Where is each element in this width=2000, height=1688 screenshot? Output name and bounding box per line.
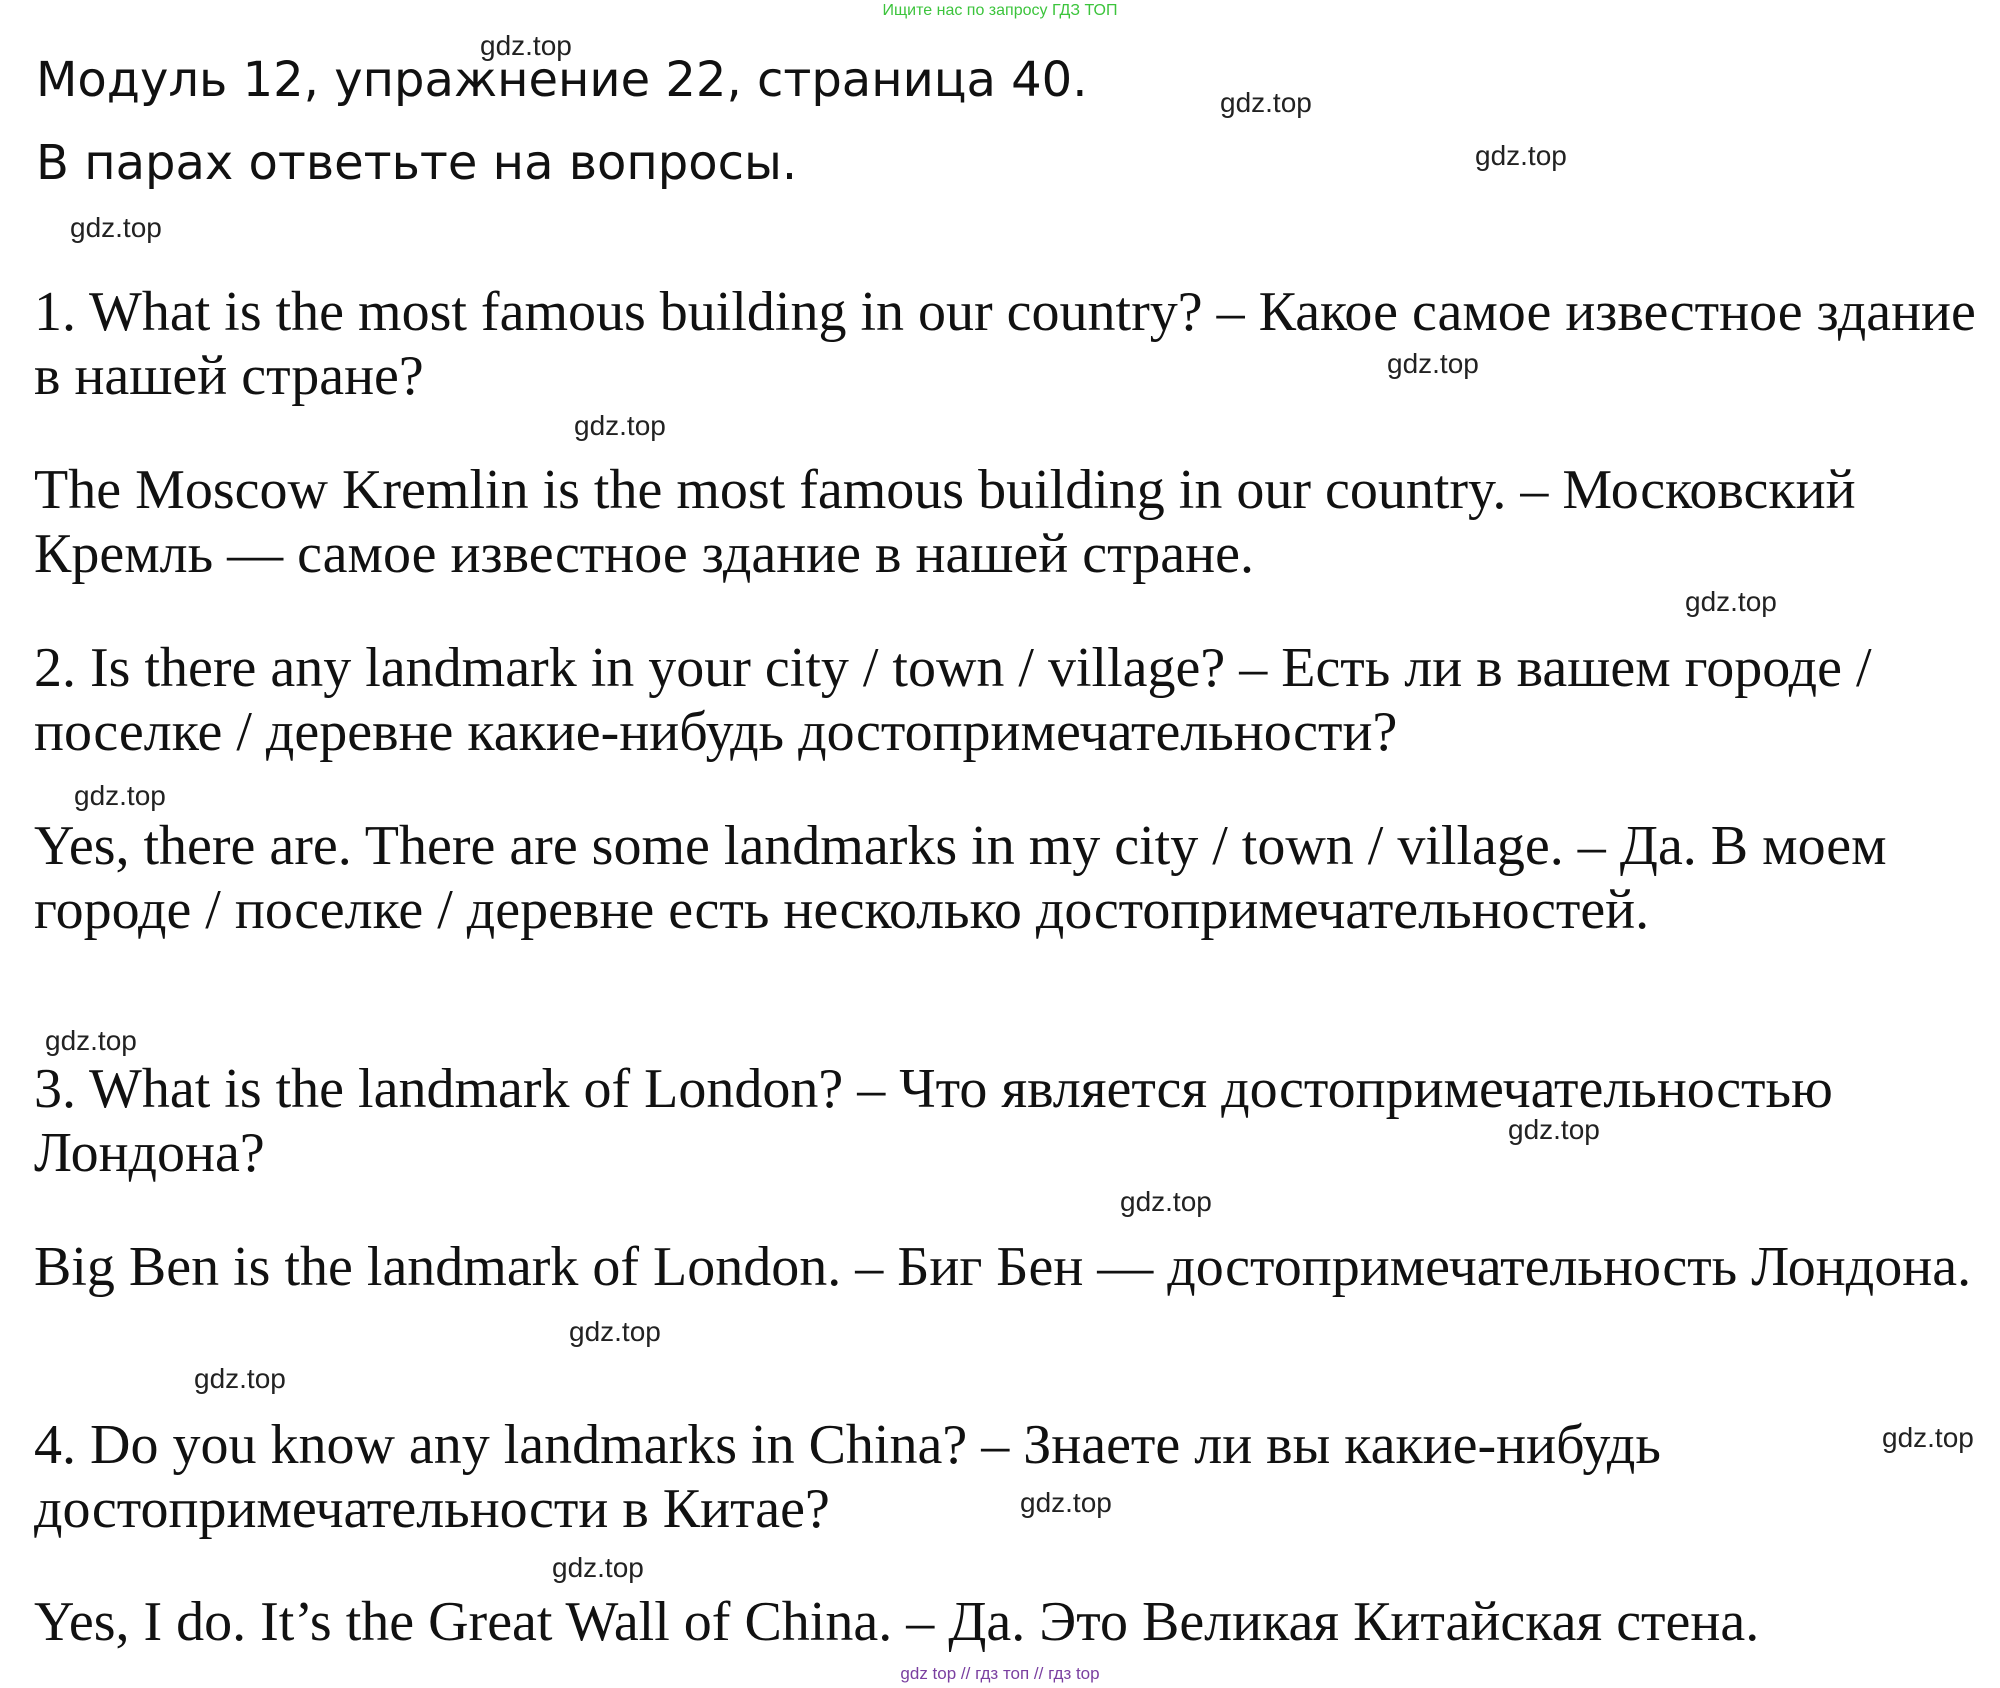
watermark: gdz.top xyxy=(1020,1487,1112,1518)
watermark: gdz.top xyxy=(569,1316,661,1347)
watermark: gdz.top xyxy=(1120,1186,1212,1217)
watermark: gdz.top xyxy=(1475,140,1567,171)
watermark: gdz.top xyxy=(552,1552,644,1583)
instruction-text: В парах ответьте на вопросы. xyxy=(36,135,798,191)
answer-1: The Moscow Kremlin is the most famous building in our country. – Московский Кремль — самое известное здание в нашей стране. xyxy=(34,459,1856,585)
watermark: gdz.top xyxy=(1882,1422,1974,1453)
bottom-banner: gdz top // гдз топ // гдз top xyxy=(900,1664,1100,1683)
watermark: gdz.top xyxy=(194,1363,286,1394)
watermark: gdz.top xyxy=(1220,87,1312,118)
question-3: 3. What is the landmark of London? – Что является достопримечательностью Лондона? xyxy=(34,1058,1833,1184)
watermark: gdz.top xyxy=(1387,348,1479,379)
watermark: gdz.top xyxy=(74,780,166,811)
watermark: gdz.top xyxy=(574,410,666,441)
page-title: Модуль 12, упражнение 22, страница 40. xyxy=(36,52,1088,108)
watermark: gdz.top xyxy=(1685,586,1777,617)
top-banner: Ищите нас по запросу ГДЗ ТОП xyxy=(882,2,1118,19)
watermark: gdz.top xyxy=(70,212,162,243)
watermark: gdz.top xyxy=(480,30,572,61)
answer-4: Yes, I do. It’s the Great Wall of China. – Да. Это Великая Китайская стена. xyxy=(34,1591,1760,1653)
answer-3: Big Ben is the landmark of London. – Биг Бен — достопримечательность Лондона. xyxy=(34,1236,1972,1298)
answer-2: Yes, there are. There are some landmarks in my city / town / village. – Да. В моем городе / поселке / деревне есть несколько достопримечательностей. xyxy=(34,815,1887,941)
watermark: gdz.top xyxy=(1508,1114,1600,1145)
question-2: 2. Is there any landmark in your city / town / village? – Есть ли в вашем городе / поселке / деревне какие-нибудь достопримечательности? xyxy=(34,637,1872,763)
question-4: 4. Do you know any landmarks in China? – Знаете ли вы какие-нибудь достопримечательности в Китае? xyxy=(34,1414,1661,1540)
watermark: gdz.top xyxy=(45,1025,137,1056)
question-1: 1. What is the most famous building in our country? – Какое самое известное здание в нашей стране? xyxy=(34,281,1976,407)
